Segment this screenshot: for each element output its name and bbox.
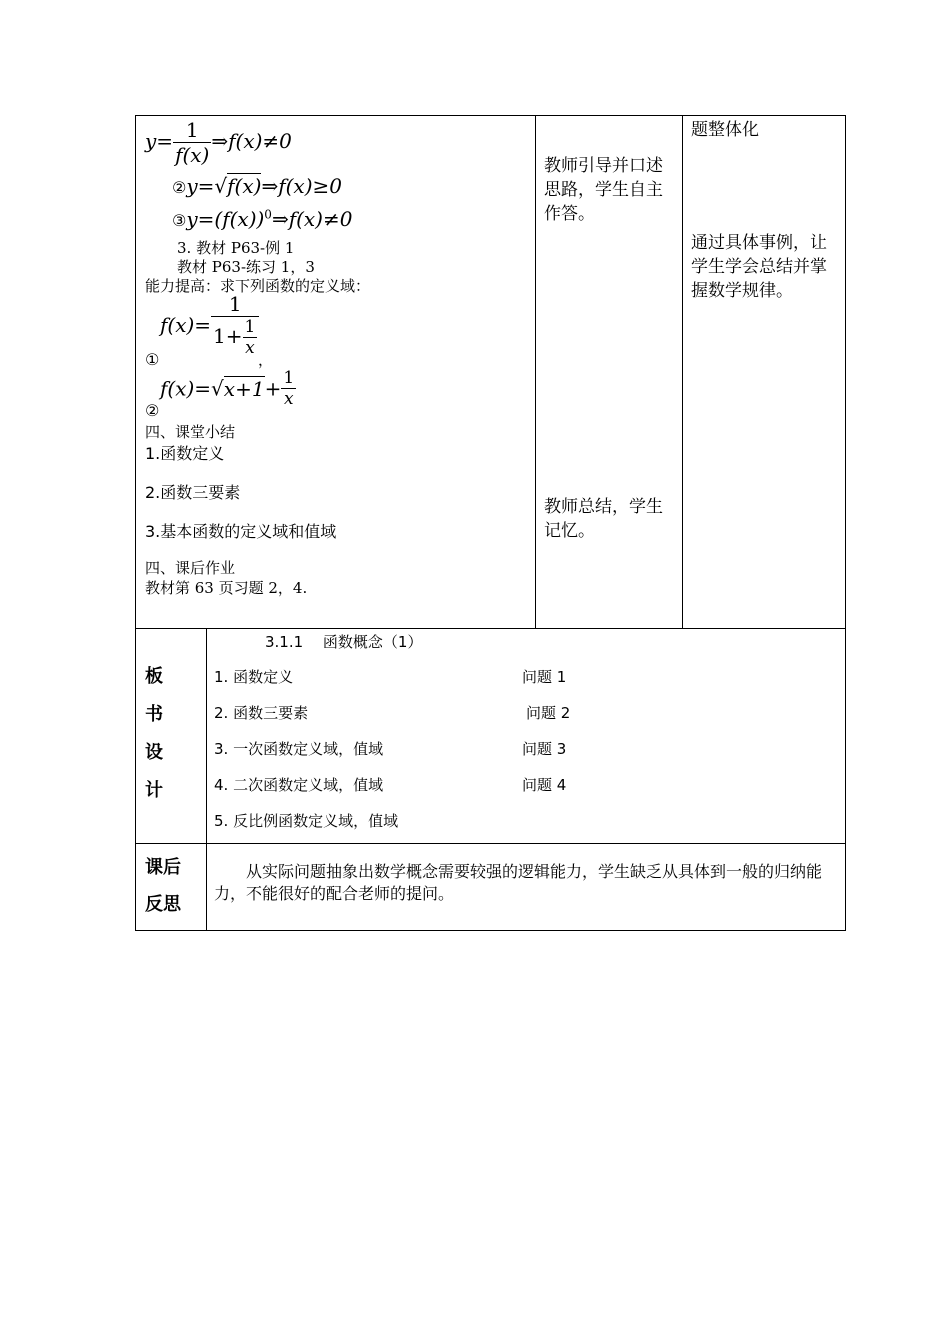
ability-heading: 能力提高：求下列函数的定义域： (145, 277, 371, 295)
intent-line-2: 通过具体事例，让学生学会总结并掌握数学规律。 (691, 233, 827, 301)
fraction-numerator: 1 (283, 368, 295, 388)
formula-text: y=(f(x)) (186, 207, 265, 231)
formula-power-zero (172, 207, 352, 231)
item-marker: ③ (172, 211, 187, 230)
board-row-2-right: 问题 2 (526, 704, 571, 722)
teacher-activity-1: 教师引导并口述思路，学生自主作答。 (544, 156, 663, 224)
board-label-char-2: 书 (145, 704, 163, 725)
table-row-divider-2 (135, 843, 846, 844)
table-right-border (845, 115, 846, 931)
summary-item-2: 2.函数三要素 (145, 483, 241, 502)
exponent: 0 (264, 207, 272, 222)
formula-text: + (264, 376, 282, 401)
formula-text: y= (145, 129, 174, 153)
radical-sign: √ (214, 174, 228, 198)
formula-text: y= (186, 174, 215, 198)
table-top-border (135, 115, 846, 116)
table-row-divider-1 (135, 628, 846, 629)
column-divider-label (206, 628, 207, 931)
formula-text: f(x)= (160, 313, 212, 337)
formula-text: ⇒f(x)≥0 (261, 174, 342, 198)
homework-text: 教材第 63 页习题 2，4. (145, 579, 308, 597)
formula-text: ⇒f(x)≠0 (271, 207, 353, 231)
fraction (211, 292, 259, 358)
formula-text: f(x)= (160, 376, 212, 401)
board-label-char-4: 计 (145, 780, 163, 801)
nested-fraction (243, 317, 258, 358)
item3-line1: 3. 教材 P63-例 1 (177, 239, 295, 257)
formula-reciprocal (145, 118, 292, 167)
board-row-3-right: 问题 3 (522, 740, 567, 758)
fraction-numerator: 1 (244, 317, 256, 337)
board-label-char-1: 板 (145, 666, 163, 687)
board-label-char-3: 设 (145, 742, 163, 763)
board-row-1-right: 问题 1 (522, 668, 567, 686)
section-summary-heading: 四、课堂小结 (145, 423, 236, 441)
column-divider-teacher (535, 115, 536, 629)
exercise-1-comma: ， (258, 351, 274, 369)
reflection-label-line-2: 反思 (145, 894, 181, 915)
intent-line-1: 题整体化 (691, 120, 759, 140)
fraction-denominator (211, 316, 259, 358)
fraction (281, 368, 296, 409)
board-row-4-left: 4. 二次函数定义域，值域 (214, 776, 384, 794)
exercise-2-marker: ② (145, 401, 160, 420)
board-row-2-left: 2. 函数三要素 (214, 704, 309, 722)
fraction-denominator: x (281, 388, 296, 409)
board-title: 3.1.1 函数概念（1） (265, 633, 423, 651)
exercise-1-marker: ① (145, 350, 160, 369)
reflection-text: 从实际问题抽象出数学概念需要较强的逻辑能力，学生缺乏从具体到一般的归纳能力，不能很好的配合老师的提问。 (214, 862, 823, 903)
fraction (173, 118, 211, 167)
table-bottom-border (135, 930, 846, 931)
fraction-numerator: 1 (228, 292, 242, 316)
table-left-border (135, 115, 136, 931)
formula-text: ⇒f(x)≠0 (211, 129, 292, 153)
board-row-3-left: 3. 一次函数定义域，值域 (214, 740, 384, 758)
fraction-denominator: x (243, 337, 258, 358)
fraction-numerator: 1 (185, 118, 199, 142)
radical-sign: √ (211, 376, 224, 401)
section-homework-heading: 四、课后作业 (145, 559, 236, 577)
board-row-4-right: 问题 4 (522, 776, 567, 794)
formula-text: 1+ (213, 324, 243, 348)
formula-sqrt (172, 174, 342, 198)
exercise-2-formula (160, 368, 296, 409)
radicand: x+1 (223, 376, 265, 401)
item-marker: ② (172, 178, 187, 197)
fraction-denominator: f(x) (175, 143, 210, 167)
reflection-label-line-1: 课后 (145, 857, 181, 878)
item3-line2: 教材 P63-练习 1，3 (177, 258, 315, 276)
board-row-5-left: 5. 反比例函数定义域，值域 (214, 812, 399, 830)
teacher-activity-2: 教师总结，学生记忆。 (544, 497, 663, 541)
board-row-1-left: 1. 函数定义 (214, 668, 294, 686)
exercise-1-formula (160, 292, 259, 358)
radicand: f(x) (227, 174, 262, 198)
column-divider-intent (682, 115, 683, 629)
summary-item-1: 1.函数定义 (145, 444, 225, 463)
summary-item-3: 3.基本函数的定义域和值域 (145, 522, 337, 541)
